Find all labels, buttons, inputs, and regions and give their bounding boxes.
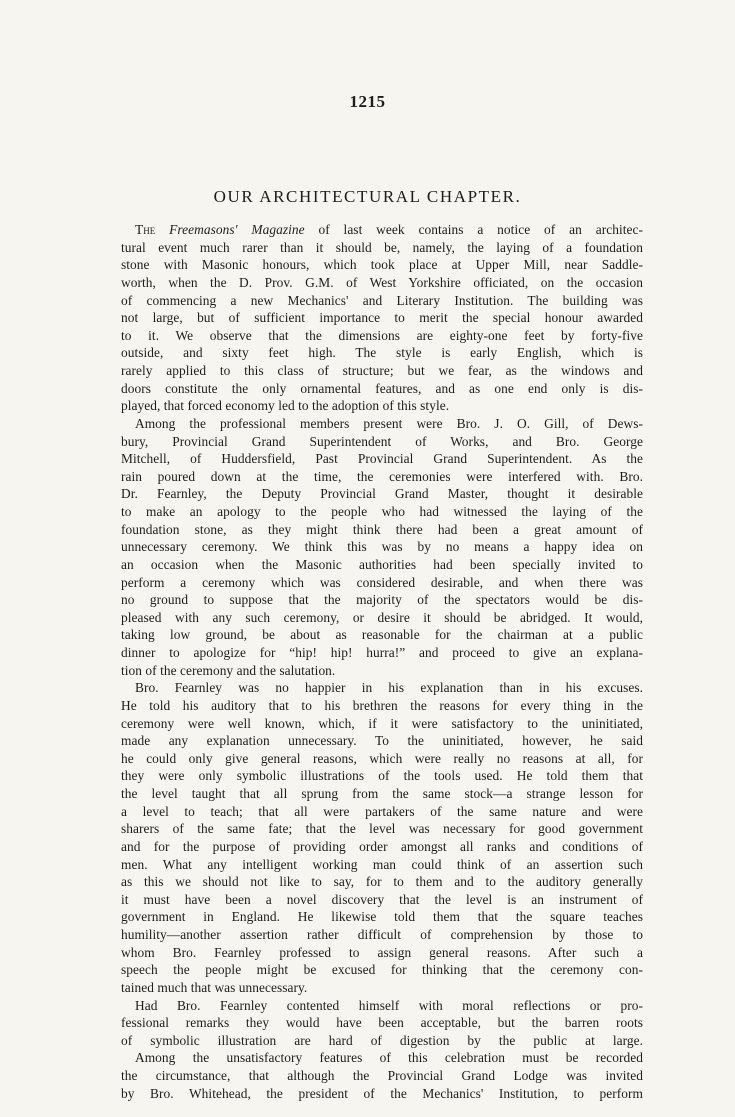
text-line: fessional remarks they would have been acceptable, but the barren roots <box>121 1015 643 1031</box>
text-line: the circumstance, that although the Provincial Grand Lodge was invited <box>121 1068 643 1083</box>
first-word: The <box>135 222 156 237</box>
text-line: taking low ground, be about as reasonable for the chairman at a public <box>121 627 643 643</box>
text-line: unnecessary ceremony. We think this was by no means a happy idea on <box>121 539 643 555</box>
text-line: men. What any intelligent working man could think of an assertion such <box>121 856 643 872</box>
text-line: dinner to apologize for “hip! hip! hurra!” and proceed to give an explana- <box>121 645 643 660</box>
text-line: perform a ceremony which was considered desirable, and when there was <box>121 574 643 590</box>
text-line: pleased with any such ceremony, or desire it should be abridged. It would, <box>121 609 643 625</box>
text-line: foundation stone, as they might think there had been a great amount of <box>121 521 643 537</box>
text-line: tion of the ceremony and the salutation. <box>121 662 336 678</box>
text-line: by Bro. Whitehead, the president of the Mechanics' Institution, to perform <box>121 1085 643 1101</box>
article-title: OUR ARCHITECTURAL CHAPTER. <box>213 187 522 206</box>
page-number: 1215 <box>349 92 386 111</box>
magazine-name: Freemasons' Magazine <box>169 222 305 237</box>
text-line: humility—another assertion rather difficult of comprehension by those to <box>121 927 643 942</box>
text-line: Had Bro. Fearnley contented himself with moral reflections or pro- <box>135 997 643 1013</box>
text-line: Dr. Fearnley, the Deputy Provincial Grand Master, thought it desirable <box>121 486 643 502</box>
text-line: the level taught that all sprung from the same stock—a strange lesson for <box>121 786 643 801</box>
text-line: Among the unsatisfactory features of this celebration must be recorded <box>135 1050 643 1066</box>
text-line <box>121 221 643 239</box>
text-line: a level to teach; that all were partakers of the same nature and were <box>121 803 643 819</box>
text-line: tained much that was unnecessary. <box>121 979 308 995</box>
text-line: Mitchell, of Huddersfield, Past Provincial Grand Superintendent. As the <box>121 451 643 467</box>
text-line: government in England. He likewise told them that the square teaches <box>121 909 643 925</box>
text-line: to make an apology to the people who had witnessed the laying of the <box>121 504 643 519</box>
text-line: to it. We observe that the dimensions are eighty-one feet by forty-five <box>121 327 643 343</box>
text-line: played, that forced economy led to the adoption of this style. <box>121 398 450 414</box>
text-line: Bro. Fearnley was no happier in his explanation than in his excuses. <box>135 680 643 696</box>
text-line: of symbolic illustration are hard of digestion by the public at large. <box>121 1032 643 1048</box>
text-line: speech the people might be excused for thinking that the ceremony con- <box>121 962 643 978</box>
text-line: stone with Masonic honours, which took place at Upper Mill, near Saddle- <box>121 257 643 273</box>
text-line: of commencing a new Mechanics' and Literary Institution. The building was <box>121 292 643 308</box>
text-line: tural event much rarer than it should be, namely, the laying of a foundation <box>121 239 643 255</box>
text-line: outside, and sixty feet high. The style is early English, which is <box>121 345 643 361</box>
text-line: no ground to suppose that the majority of the spectators would be dis- <box>121 592 643 608</box>
text-line: bury, Provincial Grand Superintendent of Works, and Bro. George <box>121 433 643 449</box>
text-line: made any explanation unnecessary. To the uninitiated, however, he said <box>121 733 643 749</box>
line-text: of last week contains a notice of an architec- <box>304 222 643 237</box>
text-line: not large, but of sufficient importance to merit the special honour awarded <box>121 310 643 326</box>
text-line: he could only give general reasons, which were really no reasons at all, for <box>121 750 643 766</box>
text-line: as this we should not like to say, for to them and to the auditory generally <box>121 874 643 890</box>
text-line: they were only symbolic illustrations of the tools used. He told them that <box>121 768 643 784</box>
text-line: whom Bro. Fearnley professed to assign general reasons. After such a <box>121 944 643 960</box>
text-line: it must have been a novel discovery that the level is an instrument of <box>121 891 643 907</box>
text-line: an occasion when the Masonic authorities had been specially invited to <box>121 556 643 572</box>
article-body <box>121 221 643 1102</box>
text-line: worth, when the D. Prov. G.M. of West Yorkshire officiated, on the occasion <box>121 274 643 290</box>
text-line: ceremony were well known, which, if it were satisfactory to the uninitiated, <box>121 715 643 731</box>
text-line: rarely applied to this class of structure; but we fear, as the windows and <box>121 363 643 378</box>
text-line: Among the professional members present were Bro. J. O. Gill, of Dews- <box>135 415 643 431</box>
text-line: doors constitute the only ornamental features, and as one end only is dis- <box>121 380 643 396</box>
text-line: He told his auditory that to his brethren the reasons for every thing in the <box>121 697 643 713</box>
text-line: rain poured down at the time, the ceremonies were interfered with. Bro. <box>121 468 643 484</box>
text-line: sharers of the same fate; that the level was necessary for good government <box>121 821 643 837</box>
text-line: and for the purpose of providing order amongst all ranks and conditions of <box>121 838 643 854</box>
